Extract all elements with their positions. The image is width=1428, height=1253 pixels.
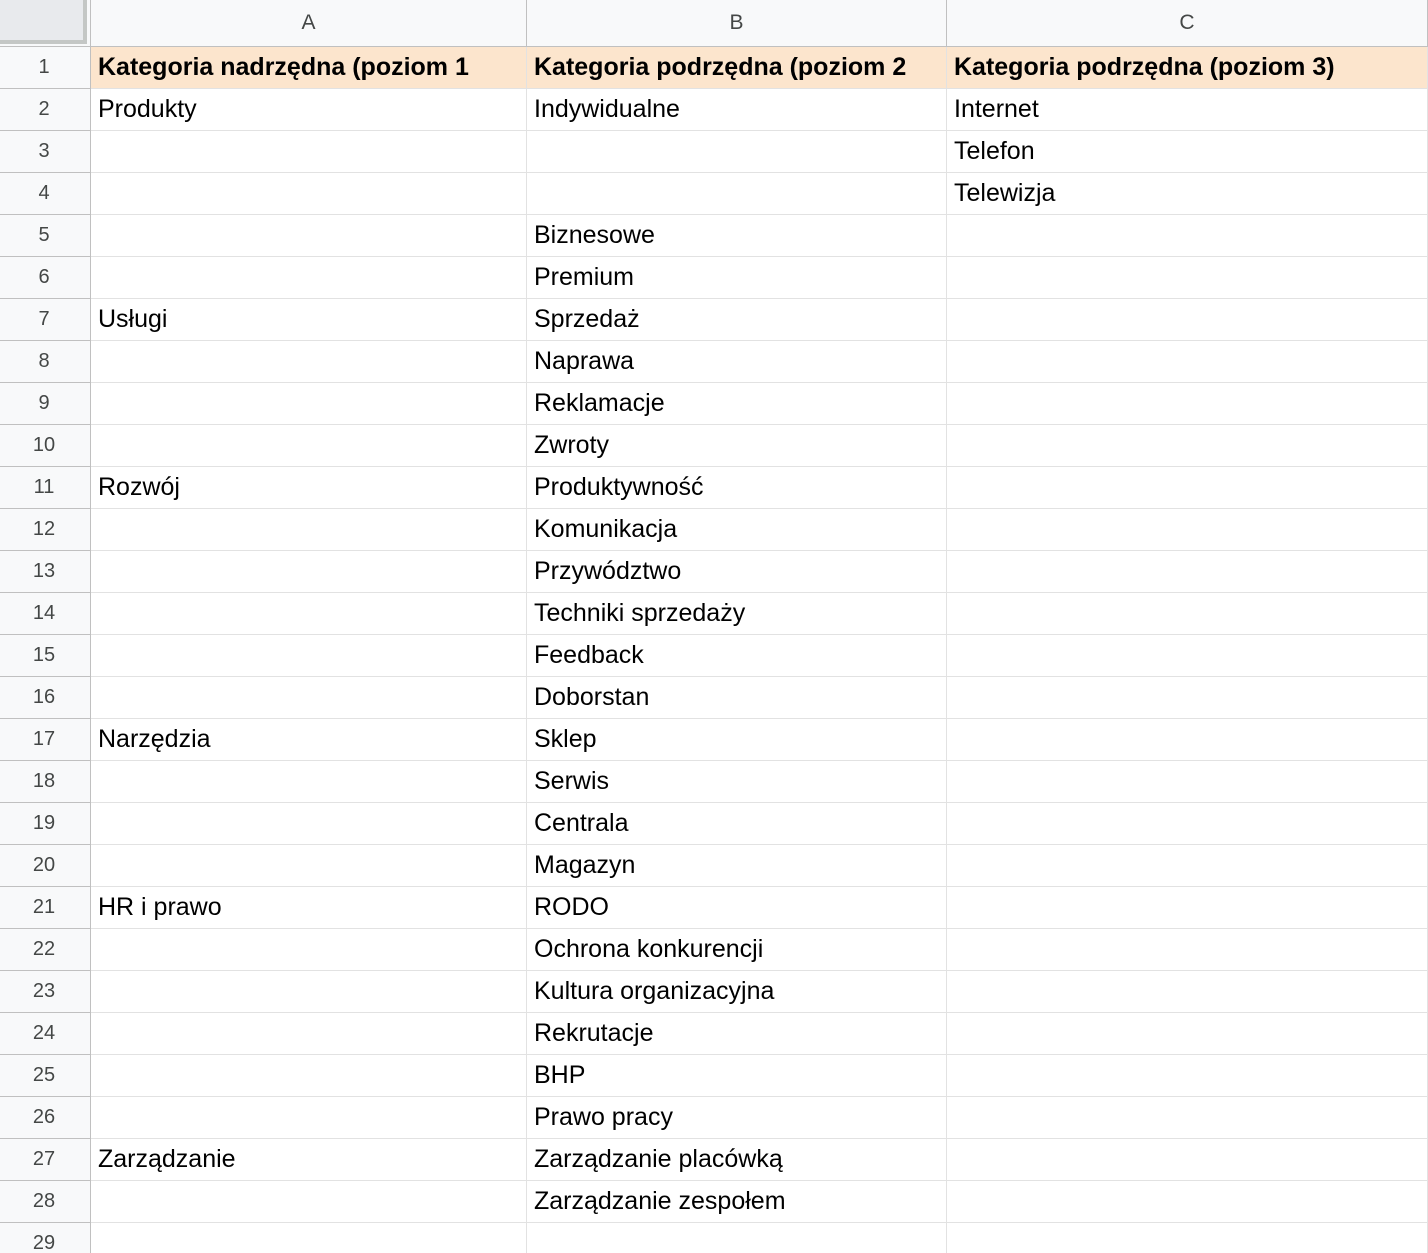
- column-header-row: [0, 0, 1428, 47]
- cell-b[interactable]: BHP: [527, 1055, 947, 1096]
- cell-b[interactable]: RODO: [527, 887, 947, 928]
- table-row: [0, 1181, 1428, 1223]
- cell-c[interactable]: [947, 1097, 1428, 1138]
- cell-c[interactable]: [947, 1013, 1428, 1054]
- cell-a[interactable]: [91, 929, 527, 970]
- table-row: [0, 383, 1428, 425]
- cell-a[interactable]: [91, 425, 527, 466]
- cell-b[interactable]: Ochrona konkurencji: [527, 929, 947, 970]
- column-header-a[interactable]: A: [91, 0, 527, 46]
- row-number[interactable]: 29: [0, 1223, 91, 1253]
- cell-b[interactable]: Produktywność: [527, 467, 947, 508]
- column-header-b[interactable]: B: [527, 0, 947, 46]
- table-row: [0, 551, 1428, 593]
- row-number[interactable]: 18: [0, 761, 91, 803]
- cell-a[interactable]: [91, 593, 527, 634]
- cell-a[interactable]: Kategoria nadrzędna (poziom 1: [91, 47, 527, 88]
- table-row: [0, 509, 1428, 551]
- cell-b[interactable]: [527, 1223, 947, 1253]
- cell-c[interactable]: [947, 1139, 1428, 1180]
- cell-a[interactable]: [91, 215, 527, 256]
- cell-a[interactable]: Rozwój: [91, 467, 527, 508]
- cell-c[interactable]: [947, 425, 1428, 466]
- cell-c[interactable]: [947, 215, 1428, 256]
- cell-c[interactable]: [947, 929, 1428, 970]
- cell-a[interactable]: [91, 635, 527, 676]
- cell-a[interactable]: [91, 1223, 527, 1253]
- cell-a[interactable]: [91, 173, 527, 214]
- row-number[interactable]: 2: [0, 89, 91, 131]
- table-row: [0, 257, 1428, 299]
- cell-a[interactable]: [91, 1181, 527, 1222]
- cell-a[interactable]: [91, 1013, 527, 1054]
- row-number[interactable]: 6: [0, 257, 91, 299]
- table-row: [0, 1139, 1428, 1181]
- cell-a[interactable]: Produkty: [91, 89, 527, 130]
- cell-c[interactable]: [947, 719, 1428, 760]
- table-row: [0, 1223, 1428, 1253]
- row-number[interactable]: 15: [0, 635, 91, 677]
- table-row: [0, 215, 1428, 257]
- cell-b[interactable]: Centrala: [527, 803, 947, 844]
- row-number[interactable]: 9: [0, 383, 91, 425]
- cell-c[interactable]: [947, 887, 1428, 928]
- table-row: [0, 929, 1428, 971]
- cell-b[interactable]: Sklep: [527, 719, 947, 760]
- row-number[interactable]: 21: [0, 887, 91, 929]
- cell-c[interactable]: [947, 341, 1428, 382]
- row-number[interactable]: 12: [0, 509, 91, 551]
- cell-a[interactable]: [91, 677, 527, 718]
- row-number[interactable]: 28: [0, 1181, 91, 1223]
- cell-c[interactable]: Telefon: [947, 131, 1428, 172]
- row-number[interactable]: 8: [0, 341, 91, 383]
- select-all-corner[interactable]: [0, 0, 91, 46]
- cell-c[interactable]: [947, 257, 1428, 298]
- cell-c[interactable]: [947, 1223, 1428, 1253]
- cell-b[interactable]: Sprzedaż: [527, 299, 947, 340]
- cell-a[interactable]: [91, 1055, 527, 1096]
- cell-c[interactable]: [947, 1181, 1428, 1222]
- row-number[interactable]: 25: [0, 1055, 91, 1097]
- cell-a[interactable]: [91, 761, 527, 802]
- cell-c[interactable]: [947, 845, 1428, 886]
- cell-b[interactable]: Rekrutacje: [527, 1013, 947, 1054]
- cell-a[interactable]: [91, 509, 527, 550]
- table-row: [0, 803, 1428, 845]
- cell-b[interactable]: Naprawa: [527, 341, 947, 382]
- cell-c[interactable]: Telewizja: [947, 173, 1428, 214]
- corner-block: [0, 0, 87, 44]
- row-number[interactable]: 23: [0, 971, 91, 1013]
- table-row: [0, 593, 1428, 635]
- table-row: [0, 719, 1428, 761]
- table-row: [0, 89, 1428, 131]
- cell-b[interactable]: Magazyn: [527, 845, 947, 886]
- cell-c[interactable]: [947, 971, 1428, 1012]
- cell-c[interactable]: [947, 803, 1428, 844]
- cell-b[interactable]: Kultura organizacyjna: [527, 971, 947, 1012]
- row-number[interactable]: 1: [0, 47, 91, 89]
- table-row: [0, 887, 1428, 929]
- table-row: [0, 131, 1428, 173]
- cell-c[interactable]: [947, 299, 1428, 340]
- row-number[interactable]: 16: [0, 677, 91, 719]
- cell-a[interactable]: [91, 257, 527, 298]
- cell-c[interactable]: [947, 383, 1428, 424]
- cell-a[interactable]: [91, 1097, 527, 1138]
- cell-c[interactable]: [947, 551, 1428, 592]
- cell-a[interactable]: [91, 131, 527, 172]
- cell-a[interactable]: [91, 341, 527, 382]
- column-header-c[interactable]: C: [947, 0, 1428, 46]
- cell-a[interactable]: HR i prawo: [91, 887, 527, 928]
- grid-rows: [0, 47, 1428, 1253]
- cell-b[interactable]: Techniki sprzedaży: [527, 593, 947, 634]
- row-number[interactable]: 27: [0, 1139, 91, 1181]
- cell-b[interactable]: Indywidualne: [527, 89, 947, 130]
- cell-b[interactable]: Biznesowe: [527, 215, 947, 256]
- cell-b[interactable]: [527, 173, 947, 214]
- row-number[interactable]: 5: [0, 215, 91, 257]
- table-row: [0, 845, 1428, 887]
- cell-a[interactable]: Zarządzanie: [91, 1139, 527, 1180]
- cell-b[interactable]: Serwis: [527, 761, 947, 802]
- table-row: [0, 1055, 1428, 1097]
- cell-b[interactable]: Przywództwo: [527, 551, 947, 592]
- row-number[interactable]: 3: [0, 131, 91, 173]
- row-number[interactable]: 4: [0, 173, 91, 215]
- cell-c[interactable]: Internet: [947, 89, 1428, 130]
- cell-b[interactable]: Doborstan: [527, 677, 947, 718]
- cell-b[interactable]: Zwroty: [527, 425, 947, 466]
- cell-c[interactable]: [947, 761, 1428, 802]
- cell-a[interactable]: Usługi: [91, 299, 527, 340]
- table-row: [0, 299, 1428, 341]
- cell-a[interactable]: [91, 803, 527, 844]
- row-number[interactable]: 11: [0, 467, 91, 509]
- cell-c[interactable]: [947, 677, 1428, 718]
- table-row: [0, 635, 1428, 677]
- row-number[interactable]: 10: [0, 425, 91, 467]
- cell-c[interactable]: [947, 593, 1428, 634]
- header-row: [0, 47, 1428, 89]
- cell-b[interactable]: [527, 131, 947, 172]
- cell-c[interactable]: [947, 509, 1428, 550]
- cell-b[interactable]: Zarządzanie placówką: [527, 1139, 947, 1180]
- cell-c[interactable]: [947, 635, 1428, 676]
- cell-c[interactable]: [947, 467, 1428, 508]
- cell-b[interactable]: Reklamacje: [527, 383, 947, 424]
- row-number[interactable]: 19: [0, 803, 91, 845]
- row-number[interactable]: 26: [0, 1097, 91, 1139]
- row-number[interactable]: 24: [0, 1013, 91, 1055]
- cell-b[interactable]: Feedback: [527, 635, 947, 676]
- row-number[interactable]: 13: [0, 551, 91, 593]
- cell-b[interactable]: Zarządzanie zespołem: [527, 1181, 947, 1222]
- cell-c[interactable]: Kategoria podrzędna (poziom 3): [947, 47, 1428, 88]
- table-row: [0, 467, 1428, 509]
- cell-b[interactable]: Komunikacja: [527, 509, 947, 550]
- cell-c[interactable]: [947, 1055, 1428, 1096]
- table-row: [0, 971, 1428, 1013]
- cell-a[interactable]: [91, 845, 527, 886]
- row-number[interactable]: 17: [0, 719, 91, 761]
- cell-b[interactable]: Premium: [527, 257, 947, 298]
- cell-a[interactable]: [91, 551, 527, 592]
- cell-a[interactable]: Narzędzia: [91, 719, 527, 760]
- row-number[interactable]: 20: [0, 845, 91, 887]
- cell-a[interactable]: [91, 971, 527, 1012]
- table-row: [0, 1097, 1428, 1139]
- table-row: [0, 341, 1428, 383]
- cell-a[interactable]: [91, 383, 527, 424]
- cell-b[interactable]: Kategoria podrzędna (poziom 2: [527, 47, 947, 88]
- row-number[interactable]: 22: [0, 929, 91, 971]
- table-row: [0, 425, 1428, 467]
- row-number[interactable]: 14: [0, 593, 91, 635]
- table-row: [0, 761, 1428, 803]
- row-number[interactable]: 7: [0, 299, 91, 341]
- cell-b[interactable]: Prawo pracy: [527, 1097, 947, 1138]
- table-row: [0, 173, 1428, 215]
- table-row: [0, 677, 1428, 719]
- table-row: [0, 1013, 1428, 1055]
